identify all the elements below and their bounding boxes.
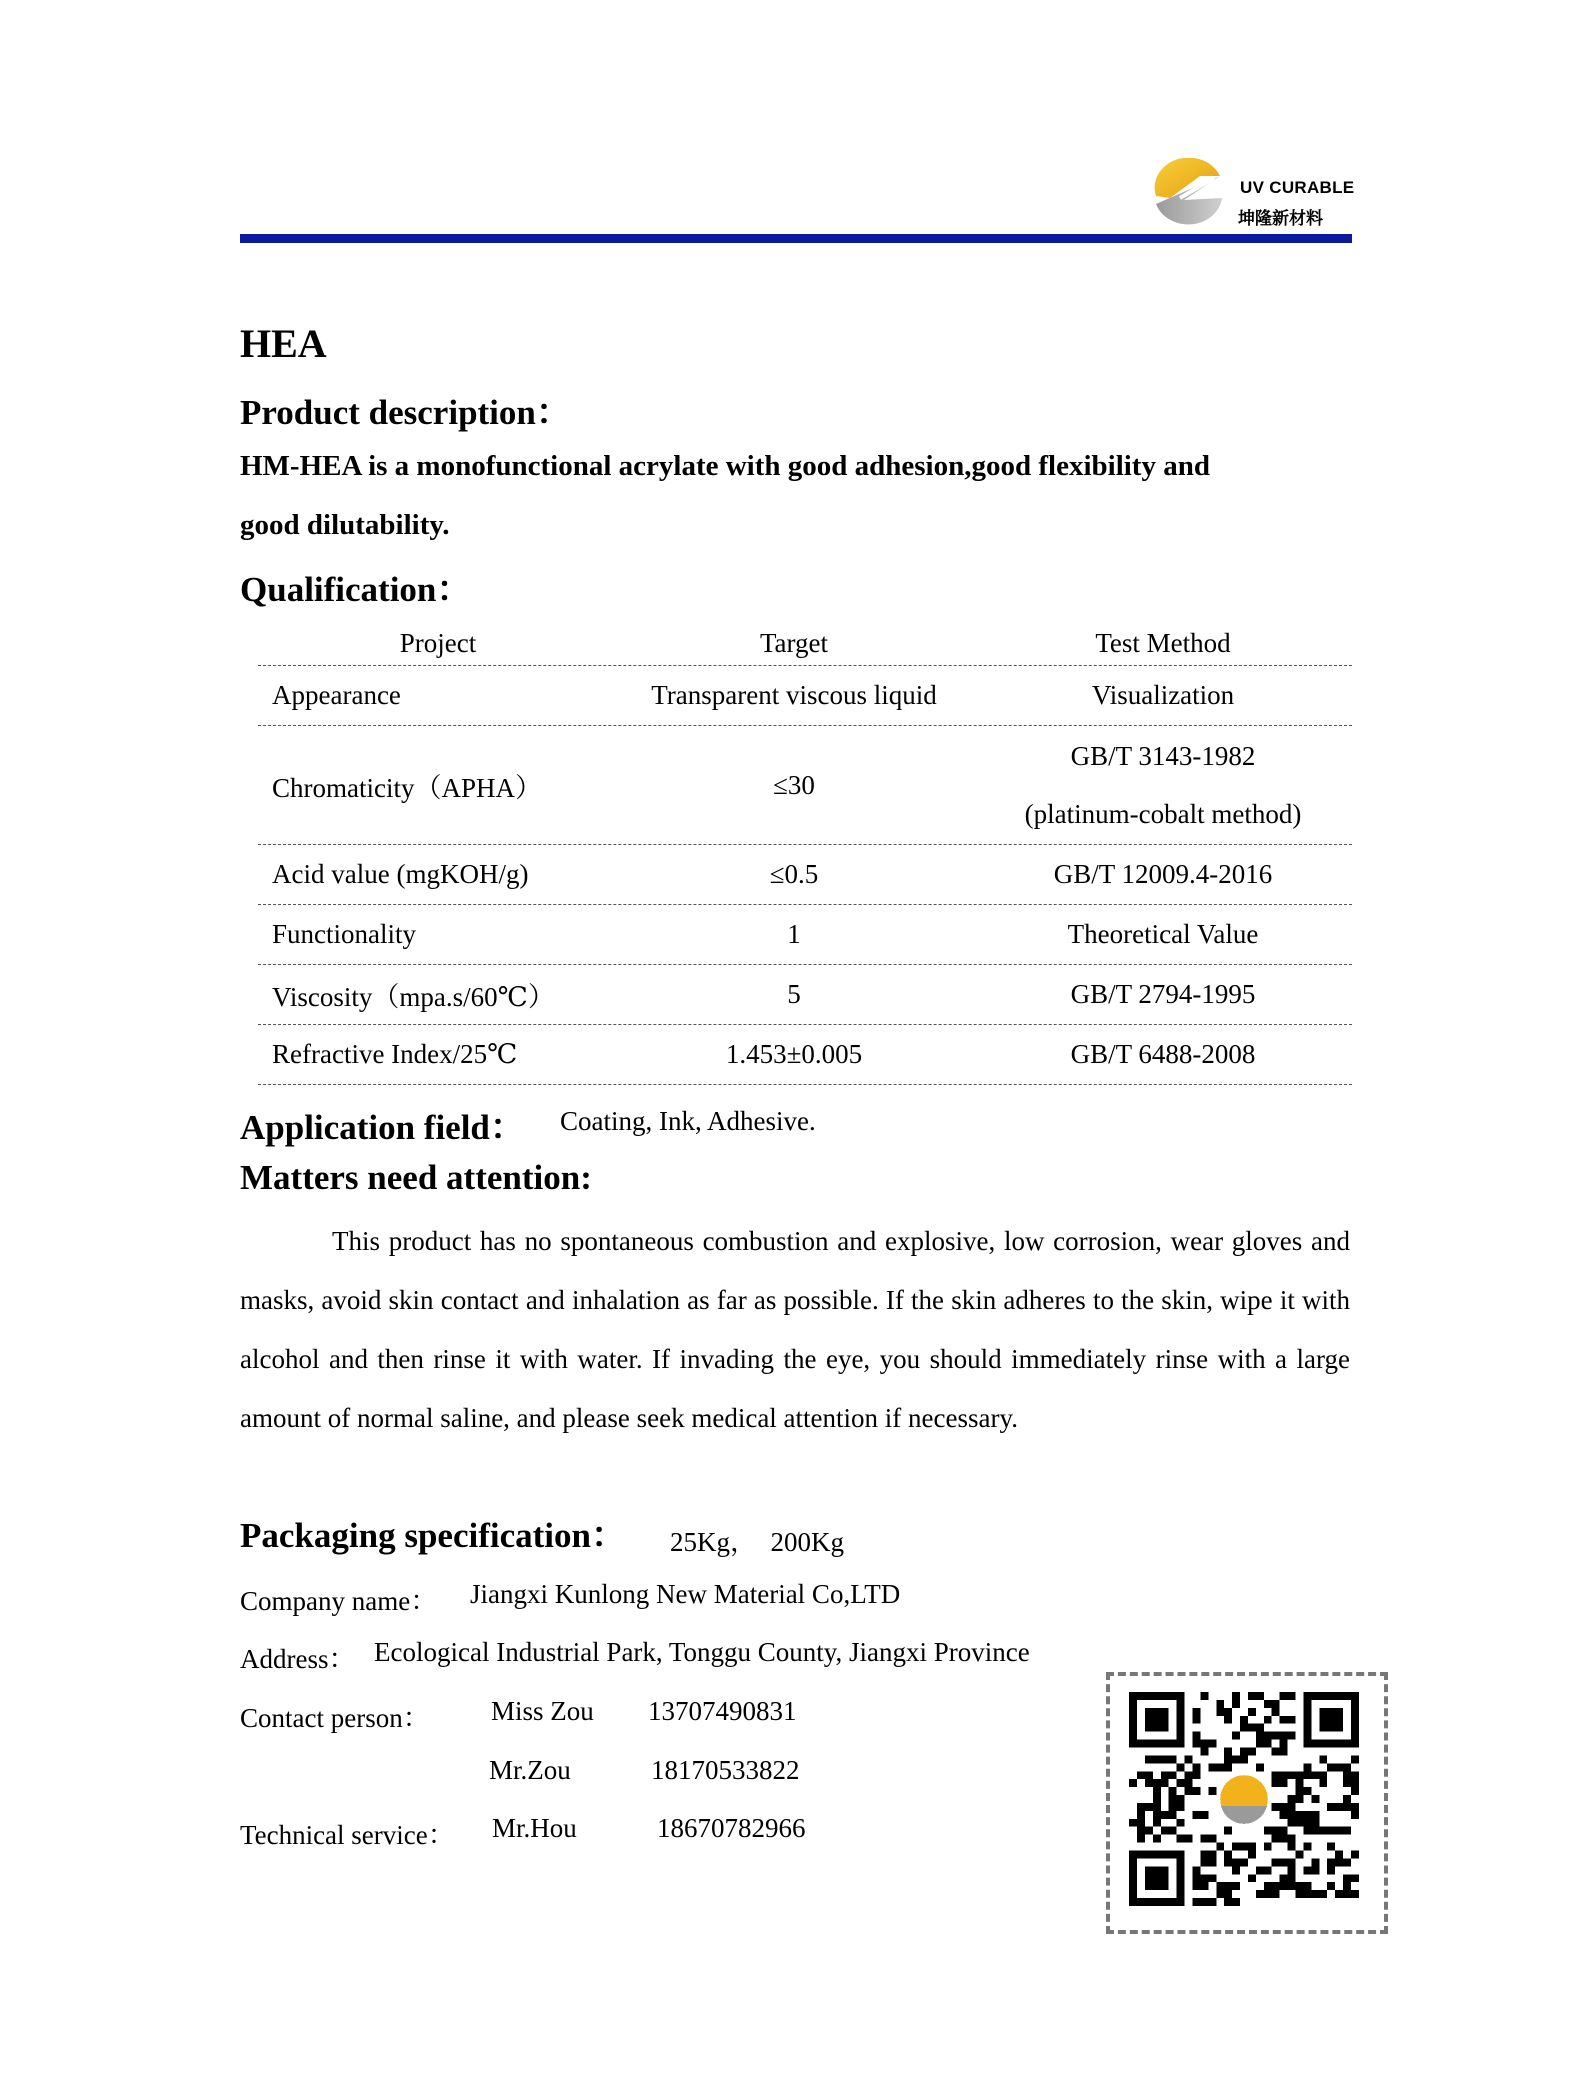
row-project: Acid value (mgKOH/g) [272,859,529,889]
address-value: Ecological Industrial Park, Tonggu County, Jiangxi Province [374,1637,1030,1667]
row-method [974,666,1352,725]
row-method [974,965,1352,1024]
row-method-line: GB/T 3143-1982 [1070,741,1256,771]
table-row [258,726,1352,845]
row-project: Functionality [272,919,416,949]
row-target: ≤30 [773,769,815,800]
contact-person-name: Mr.Zou [489,1755,571,1785]
row-project: Refractive Index/25℃ [272,1039,518,1069]
contact-person-name: Miss Zou [491,1696,594,1726]
packaging-heading: Packaging specification： [240,1516,626,1555]
header-rule [240,234,1352,243]
contact-person-phone: 13707490831 [648,1696,797,1726]
qualification-table [258,622,1352,1085]
brand-name-cn: 坤隆新材料 [1238,209,1323,229]
column-header-test-method: Test Method [1095,628,1231,658]
row-target: 5 [787,979,801,1009]
row-project: Appearance [272,680,401,710]
description-line-1: HM-HEA is a monofunctional acrylate with good adhesion,good flexibility and [240,450,1210,482]
attention-text: This product has no spontaneous combustion and explosive, low corrosion, wear gloves and masks, avoid skin contact and inhalation as far as possible. If the skin adheres to the skin, wipe it with alcohol and then rinse it with water. If invading the eye, you should immediately rinse with a large amount of normal saline, and please seek medical attention if necessary. [240,1226,1350,1433]
brand-name-en: UV CURABLE [1240,178,1355,197]
table-row [258,965,1352,1025]
address-label: Address： [240,1644,356,1674]
description-line-2: good dilutability. [240,509,450,541]
packaging-value: 25Kg， 200Kg [670,1527,844,1557]
qr-code-icon[interactable] [1128,1692,1360,1906]
row-target: ≤0.5 [769,859,819,889]
row-project: Viscosity（mpa.s/60℃） [272,982,555,1012]
company-value: Jiangxi Kunlong New Material Co,LTD [470,1579,901,1609]
description-heading: Product description： [240,393,571,432]
row-target: 1.453±0.005 [725,1039,863,1069]
contact-person-phone: 18170533822 [651,1755,800,1785]
column-header-target: Target [759,628,829,658]
row-method-line: GB/T 12009.4-2016 [1053,859,1273,889]
row-method-line: GB/T 6488-2008 [1070,1039,1256,1069]
application-value: Coating, Ink, Adhesive. [560,1106,816,1136]
attention-heading: Matters need attention: [240,1158,592,1197]
row-method [974,845,1352,904]
row-method-line: GB/T 2794-1995 [1070,979,1256,1009]
row-method [974,1025,1352,1084]
row-method-line: Visualization [1091,680,1235,710]
kunlong-logo-icon [1150,158,1230,228]
row-method [974,726,1352,844]
table-header-row [258,622,1352,666]
table-row [258,845,1352,905]
row-method-line-2: (platinum-cobalt method) [1024,799,1302,829]
table-row [258,666,1352,726]
technical-service-phone: 18670782966 [657,1813,806,1843]
column-header-project: Project [399,628,477,658]
technical-service-name: Mr.Hou [492,1813,577,1843]
table-row [258,905,1352,965]
product-title: HEA [240,321,327,366]
table-row [258,1025,1352,1085]
row-target: Transparent viscous liquid [651,680,937,710]
row-method-line: Theoretical Value [1067,919,1259,949]
row-target: 1 [787,919,801,949]
row-method [974,905,1352,964]
qualification-heading: Qualification： [240,570,472,609]
company-label: Company name： [240,1586,438,1616]
row-project: Chromaticity（APHA） [272,772,542,803]
application-heading: Application field： [240,1108,525,1147]
technical-service-label: Technical service： [240,1820,455,1850]
contact-person-label: Contact person： [240,1703,430,1733]
